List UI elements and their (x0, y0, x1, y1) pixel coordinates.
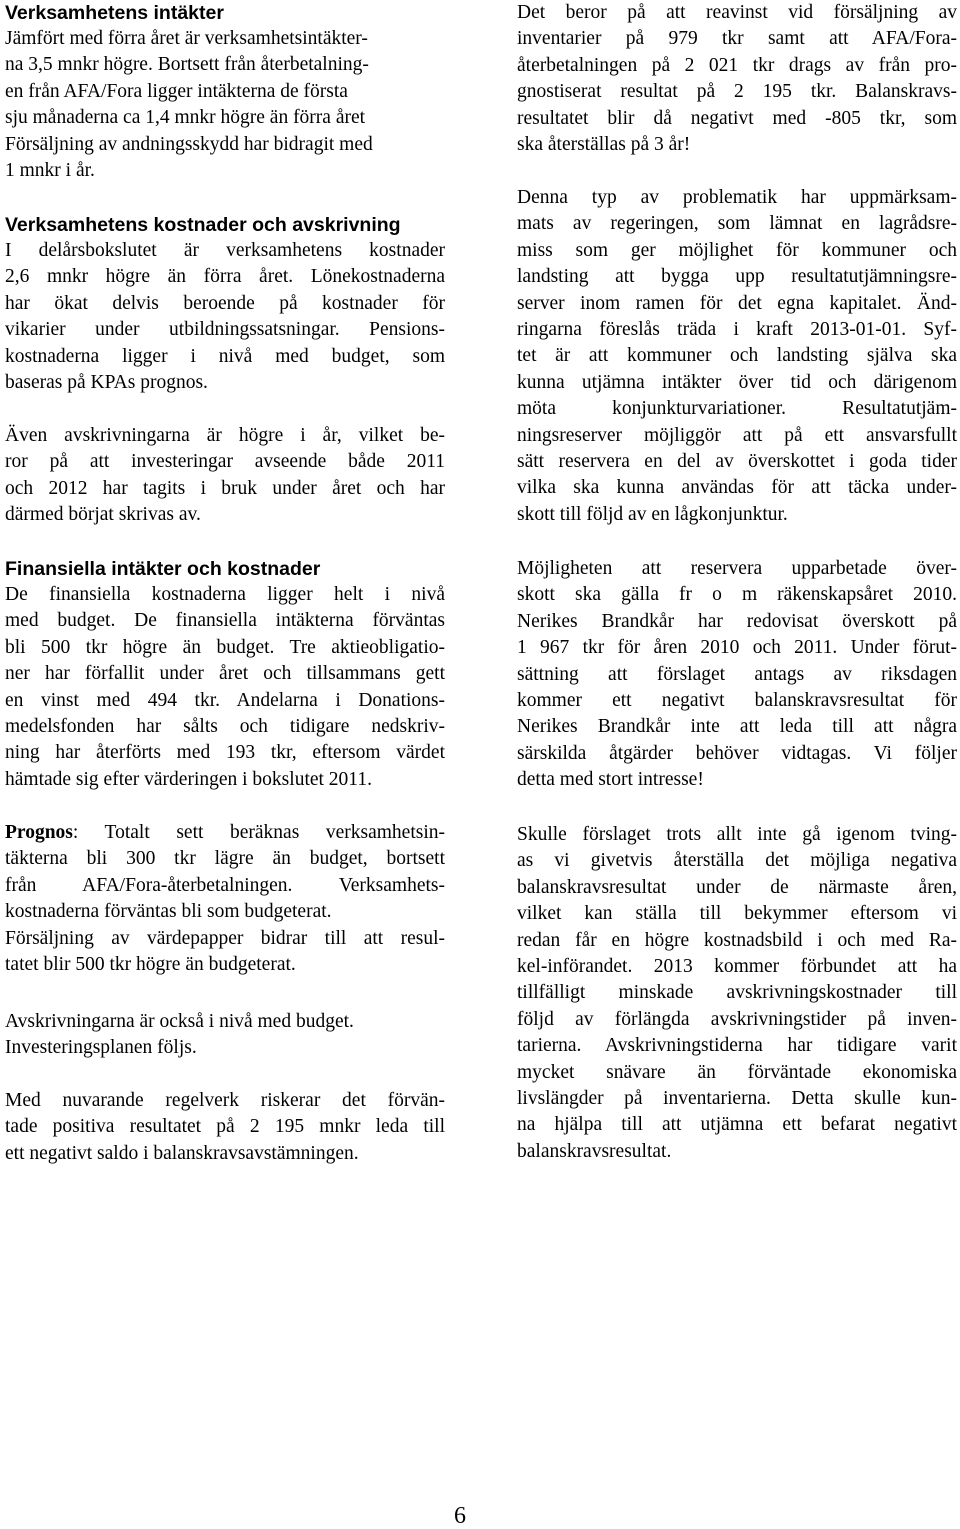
text-line: Möjligheten att reservera upparbetade över- (517, 558, 957, 579)
text-line: baseras på KPAs prognos. (5, 372, 208, 394)
text-line: I delårsbokslutet är verksamhetens kostnader (5, 240, 445, 261)
page-number: 6 (454, 1503, 466, 1529)
text-line: en från AFA/Fora ligger intäkterna de första (5, 80, 348, 102)
text-line: kel-införandet. 2013 kommer förbundet att ha (517, 956, 957, 978)
text-line: vikarier under utbildningssatsningar. Pensions- (5, 319, 445, 341)
section-heading-kostnader: Verksamhetens kostnader och avskrivning (5, 214, 401, 236)
text-line: skott ska gälla fr o m räkenskapsåret 2010. (517, 584, 957, 606)
text-line: De finansiella kostnaderna ligger helt i nivå (5, 584, 445, 605)
text-line: Nerikes Brandkår har redovisat överskott på (517, 610, 957, 632)
text-line: Jämfört med förra året är verksamhetsintäkter- (5, 28, 368, 49)
text-line: as vi givetvis återställa det möjliga negativa (517, 850, 957, 872)
text-line: tade positiva resultatet på 2 195 mnkr leda till (5, 1116, 445, 1138)
text-line: Det beror på att reavinst vid försäljning av (517, 2, 957, 23)
text-line: na hjälpa till att utjämna ett befarat negativt (517, 1114, 957, 1136)
text-line: livslängder på inventarierna. Detta skulle kun- (517, 1088, 957, 1110)
text-line: ningsreserver möjliggör att på ett ansvarsfullt (517, 424, 957, 446)
text-line: hämtade sig efter värderingen i bokslutet 2011. (5, 768, 372, 790)
text-line: detta med stort intresse! (517, 769, 704, 791)
text-line: har ökat delvis beroende på kostnader för (5, 292, 445, 314)
text-line: vilka ska kunna användas för att täcka under- (517, 477, 957, 499)
text-line: ska återställas på 3 år! (517, 134, 691, 156)
paragraph-mojligheten (517, 556, 957, 794)
text-line: landsting att bygga upp resultatutjämningsre- (517, 266, 957, 288)
text-line: bli 500 tkr högre än budget. Tre aktieobligatio- (5, 636, 445, 658)
text-line: Försäljning av värdepapper bidrar till att resul- (5, 927, 445, 949)
text-line: möta konjunkturvariationer. Resultatutjäm- (517, 398, 957, 420)
text-line: Även avskrivningarna är högre i år, vilket be- (5, 425, 445, 446)
text-line: tarierna. Avskrivningstiderna har tidigare varit (517, 1035, 957, 1057)
text-line: täkterna bli 300 tkr lägre än budget, bortsett (5, 848, 445, 870)
prognos-first-line: : Totalt sett beräknas verksamhetsin- (72, 822, 445, 843)
text-line: ner har förfallit under året och tillsammans gett (5, 663, 445, 685)
text-line: skott till följd av en lågkonjunktur. (517, 503, 788, 525)
paragraph-regelverk (5, 1088, 445, 1167)
text-line: från AFA/Fora-återbetalningen. Verksamhets- (5, 874, 445, 896)
paragraph-problematik (517, 185, 957, 528)
text-line: och 2012 har tagits i bruk under året och har (5, 477, 445, 499)
text-line: Denna typ av problematik har uppmärksam- (517, 187, 957, 208)
text-line: 1 967 tkr för åren 2010 och 2011. Under förut- (517, 637, 957, 659)
text-line (5, 820, 445, 846)
text-line: inventarier på 979 tkr samt att AFA/Fora- (517, 28, 957, 50)
text-line: kostnaderna förväntas bli som budgeterat. (5, 901, 332, 923)
text-line: därmed börjat skrivas av. (5, 504, 201, 526)
text-line: tet är att kommuner och landsting själva ska (517, 345, 957, 367)
text-line: mycket snävare än förväntade ekonomiska (517, 1061, 957, 1083)
paragraph-avskrivningar (5, 423, 445, 529)
paragraph-avskrivningar-budget (5, 1009, 445, 1062)
text-line: ror på att investeringar avseende både 2011 (5, 451, 445, 473)
section-heading-intakter: Verksamhetens intäkter (5, 2, 224, 24)
text-line: Nerikes Brandkår inte att leda till att några (517, 716, 957, 738)
text-line: tillfälligt minskade avskrivningskostnader till (517, 982, 957, 1004)
paragraph-intakter (5, 26, 445, 184)
text-line: sätt reservera en del av överskottet i goda tider (517, 451, 957, 473)
text-line: server inom ramen för det egna kapitalet. Änd- (517, 292, 957, 314)
text-line: ringarna föreslås träda i kraft 2013-01-01. Syf- (517, 319, 957, 341)
text-line: med budget. De finansiella intäkterna förväntas (5, 610, 445, 632)
text-line: balanskravsresultat. (517, 1140, 672, 1162)
text-line: kommer ett negativt balanskravsresultat för (517, 690, 957, 712)
text-line: sättning att förslaget antags av riksdagen (517, 663, 957, 685)
text-line: resultatet blir då negativt med -805 tkr, som (517, 107, 957, 129)
text-line: redan får en högre kostnadsbild i och med Ra- (517, 929, 957, 951)
text-line: vilket kan ställa till bekymmer eftersom vi (517, 903, 957, 925)
text-line: sju månaderna ca 1,4 mnkr högre än förra året (5, 107, 366, 129)
paragraph-reavinst (517, 0, 957, 158)
paragraph-kostnader (5, 238, 445, 396)
text-line: Avskrivningarna är också i nivå med budget. (5, 1011, 354, 1032)
text-line: Försäljning av andningsskydd har bidragit med (5, 133, 373, 155)
prognos-label: Prognos (5, 822, 73, 843)
text-line: 1 mnkr i år. (5, 160, 95, 182)
text-line: ning har återförts med 193 tkr, eftersom värdet (5, 742, 445, 764)
text-line: balanskravsresultat under de närmaste åren, (517, 876, 957, 898)
paragraph-prognos (5, 820, 445, 978)
section-heading-finansiella: Finansiella intäkter och kostnader (5, 558, 321, 580)
text-line: Med nuvarande regelverk riskerar det förvän- (5, 1090, 445, 1111)
paragraph-forslaget (517, 822, 957, 1165)
text-line: medelsfonden har sålts och tidigare nedskriv- (5, 716, 445, 738)
text-line: en vinst med 494 tkr. Andelarna i Donations- (5, 689, 445, 711)
text-line: tatet blir 500 tkr högre än budgeterat. (5, 954, 296, 976)
paragraph-finansiella (5, 582, 445, 793)
text-line: miss som ger möjlighet för kommuner och (517, 239, 957, 261)
text-line: återbetalningen på 2 021 tkr drags av från pro- (517, 54, 957, 76)
text-line: na 3,5 mnkr högre. Bortsett från återbetalning- (5, 54, 369, 76)
text-line: ett negativt saldo i balanskravsavstämningen. (5, 1142, 359, 1164)
text-line: följd av förlängda avskrivningstider på inven- (517, 1008, 957, 1030)
text-line: kunna utjämna intäkter över tid och därigenom (517, 371, 957, 393)
text-line: kostnaderna ligger i nivå med budget, som (5, 345, 445, 367)
text-line: gnostiserat resultat på 2 195 tkr. Balanskravs- (517, 81, 957, 103)
text-line: 2,6 mnkr högre än förra året. Lönekostnaderna (5, 266, 445, 288)
text-line: Investeringsplanen följs. (5, 1037, 197, 1059)
text-line: mats av regeringen, som lämnat en lagrådsre- (517, 213, 957, 235)
text-line: Skulle förslaget trots allt inte gå igenom tving- (517, 824, 957, 845)
text-line: särskilda åtgärder behöver vidtagas. Vi följer (517, 742, 957, 764)
